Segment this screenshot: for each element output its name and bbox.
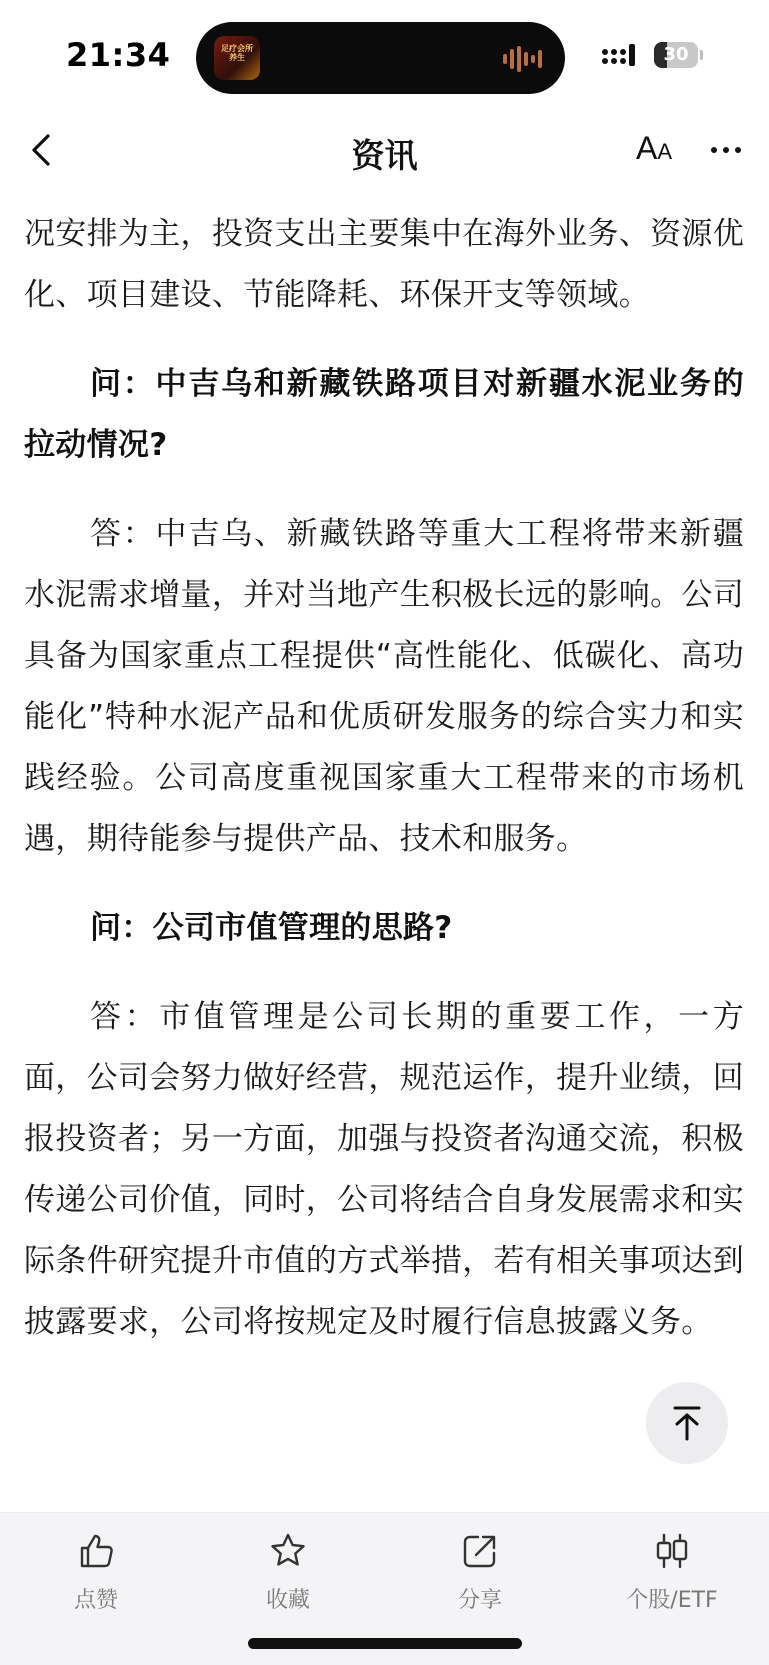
page-title: 资讯 [351, 136, 418, 175]
more-options-button[interactable] [706, 130, 746, 170]
candlestick-icon [652, 1531, 692, 1571]
home-indicator [248, 1638, 522, 1649]
question-heading: 问：公司市值管理的思路? [90, 910, 453, 946]
dynamic-island[interactable] [196, 22, 565, 94]
question-heading: 问：中吉乌和新藏铁路项目对新疆水泥业务的拉动情况? [24, 366, 744, 463]
status-time: 21:34 [66, 36, 171, 74]
article-paragraph: 况安排为主，投资支出主要集中在海外业务、资源优化、项目建设、节能降耗、环保开支等领域。 [24, 216, 744, 313]
font-size-icon-large: A [636, 130, 658, 166]
status-bar [0, 0, 769, 110]
star-icon [268, 1531, 308, 1571]
arrow-up-to-top-icon [667, 1403, 707, 1443]
audio-waveform-icon [503, 46, 547, 72]
article-body [24, 192, 744, 1381]
battery-indicator [654, 42, 698, 68]
thumbs-up-icon [76, 1531, 116, 1571]
clipped-line-remnant [24, 192, 744, 204]
stocks-etf-label: 个股/ETF [626, 1588, 718, 1613]
answer-paragraph: 答：中吉乌、新藏铁路等重大工程将带来新疆水泥需求增量，并对当地产生积极长远的影响。公司具备为国家重点工程提供“高性能化、低碳化、高功能化”特种水泥产品和优质研发服务的综合实力和实践经验。公司高度重视国家重大工程带来的市场机遇，期待能参与提供产品、技术和服务。 [24, 516, 744, 857]
thumbnail-text: 足疗会所 养生 [221, 44, 253, 62]
battery-cap [700, 50, 703, 60]
like-button[interactable] [21, 1531, 171, 1621]
like-label: 点赞 [73, 1588, 118, 1613]
share-label: 分享 [457, 1588, 502, 1613]
back-to-top-button[interactable] [646, 1382, 728, 1464]
navigation-bar [0, 110, 769, 192]
cellular-signal-icon [601, 44, 641, 66]
more-icon [706, 130, 746, 170]
favorite-button[interactable] [213, 1531, 363, 1621]
article-content[interactable] [0, 192, 769, 1512]
answer-paragraph: 答：市值管理是公司长期的重要工作，一方面，公司会努力做好经营，规范运作，提升业绩，回报投资者；另一方面，加强与投资者沟通交流，积极传递公司价值，同时，公司将结合自身发展需求和实际条件研究提升市值的方式举措，若有相关事项达到披露要求，公司将按规定及时履行信息披露义务。 [24, 999, 744, 1340]
share-button[interactable] [405, 1531, 555, 1621]
font-size-button[interactable] [636, 130, 672, 170]
font-size-icon-small: A [657, 139, 673, 164]
live-activity-thumbnail [214, 36, 260, 80]
share-icon [460, 1531, 500, 1571]
favorite-label: 收藏 [265, 1588, 310, 1613]
stocks-etf-button[interactable] [597, 1531, 747, 1621]
battery-percent: 30 [663, 44, 689, 65]
